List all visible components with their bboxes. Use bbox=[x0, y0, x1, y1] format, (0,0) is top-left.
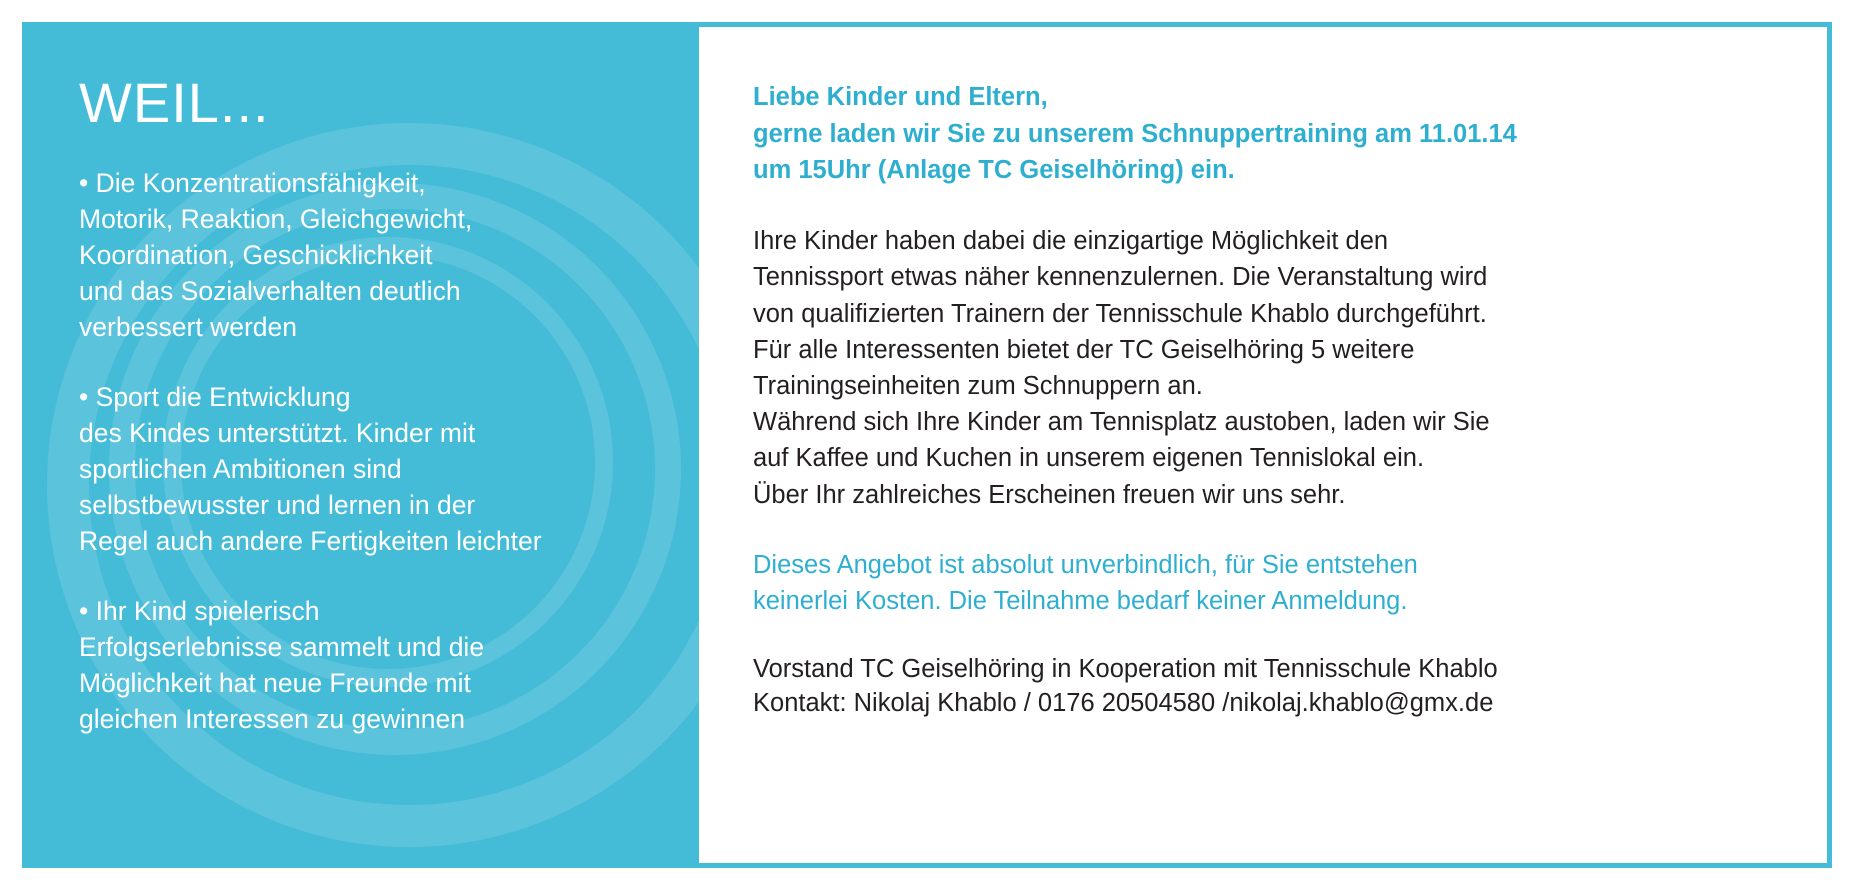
bullet-1-line-1: • Die Konzentrationsfähigkeit, bbox=[79, 168, 426, 198]
bullet-2-line-1: • Sport die Entwicklung bbox=[79, 382, 351, 413]
bullet-2-line-2: des Kindes unterstützt. Kinder mit bbox=[79, 418, 476, 449]
bullet-3-line-3: Möglichkeit hat neue Freunde mit bbox=[79, 668, 471, 699]
bullet-2-line-3: sportlichen Ambitionen sind bbox=[79, 454, 402, 485]
footer-line-2: Kontakt: Nikolaj Khablo / 0176 20504580 /nikolaj.khablo@gmx.de bbox=[753, 688, 1494, 717]
body-line-3: von qualifizierten Trainern der Tennisschule Khablo durchgeführt. bbox=[753, 299, 1487, 328]
bullet-2-line-4: selbstbewusster und lernen in der bbox=[79, 490, 476, 521]
bullet-2-line-5: Regel auch andere Fertigkeiten leichter bbox=[79, 526, 542, 557]
intro-line-3: um 15Uhr (Anlage TC Geiselhöring) ein. bbox=[753, 156, 1235, 185]
headline: WEIL... bbox=[79, 71, 270, 134]
invitation-intro bbox=[753, 79, 1769, 189]
footer-line-1: Vorstand TC Geiselhöring in Kooperation mit Tennisschule Khablo bbox=[753, 655, 1498, 684]
body-line-8: Über Ihr zahlreiches Erscheinen freuen wir uns sehr. bbox=[753, 480, 1346, 509]
flyer-card bbox=[22, 22, 1832, 868]
highlight-line-2: keinerlei Kosten. Die Teilnahme bedarf keiner Anmeldung. bbox=[753, 586, 1408, 615]
intro-line-2: gerne laden wir Sie zu unserem Schnuppertraining am 11.01.14 bbox=[753, 119, 1517, 148]
left-content bbox=[27, 27, 699, 737]
body-line-6: Während sich Ihre Kinder am Tennisplatz austoben, laden wir Sie bbox=[753, 408, 1490, 437]
bullet-1-line-3: Koordination, Geschicklichkeit bbox=[79, 240, 433, 271]
invitation-body bbox=[753, 223, 1769, 513]
bullet-1-line-2: Motorik, Reaktion, Gleichgewicht, bbox=[79, 204, 473, 235]
bullet-item-2 bbox=[79, 379, 679, 559]
body-line-5: Trainingseinheiten zum Schnuppern an. bbox=[753, 371, 1203, 400]
footer-contact bbox=[753, 653, 1769, 720]
bullet-item-3 bbox=[79, 593, 679, 737]
highlight-line-1: Dieses Angebot ist absolut unverbindlich, für Sie entstehen bbox=[753, 550, 1418, 579]
bullet-3-line-4: gleichen Interessen zu gewinnen bbox=[79, 704, 465, 735]
right-panel bbox=[699, 27, 1827, 863]
bullet-3-line-2: Erfolgserlebnisse sammelt und die bbox=[79, 632, 485, 663]
body-line-4: Für alle Interessenten bietet der TC Geiselhöring 5 weitere bbox=[753, 335, 1415, 364]
intro-line-1: Liebe Kinder und Eltern, bbox=[753, 83, 1048, 111]
bullet-1-line-5: verbessert werden bbox=[79, 312, 297, 343]
bullet-item-1 bbox=[79, 165, 679, 345]
bullet-3-line-1: • Ihr Kind spielerisch bbox=[79, 596, 320, 627]
body-line-2: Tennissport etwas näher kennenzulernen. Die Veranstaltung wird bbox=[753, 263, 1488, 292]
body-line-7: auf Kaffee und Kuchen in unserem eigenen Tennislokal ein. bbox=[753, 444, 1425, 473]
bullet-1-line-4: und das Sozialverhalten deutlich bbox=[79, 276, 461, 307]
body-line-1: Ihre Kinder haben dabei die einzigartige Möglichkeit den bbox=[753, 227, 1389, 256]
offer-highlight bbox=[753, 547, 1769, 619]
left-panel bbox=[27, 27, 699, 863]
